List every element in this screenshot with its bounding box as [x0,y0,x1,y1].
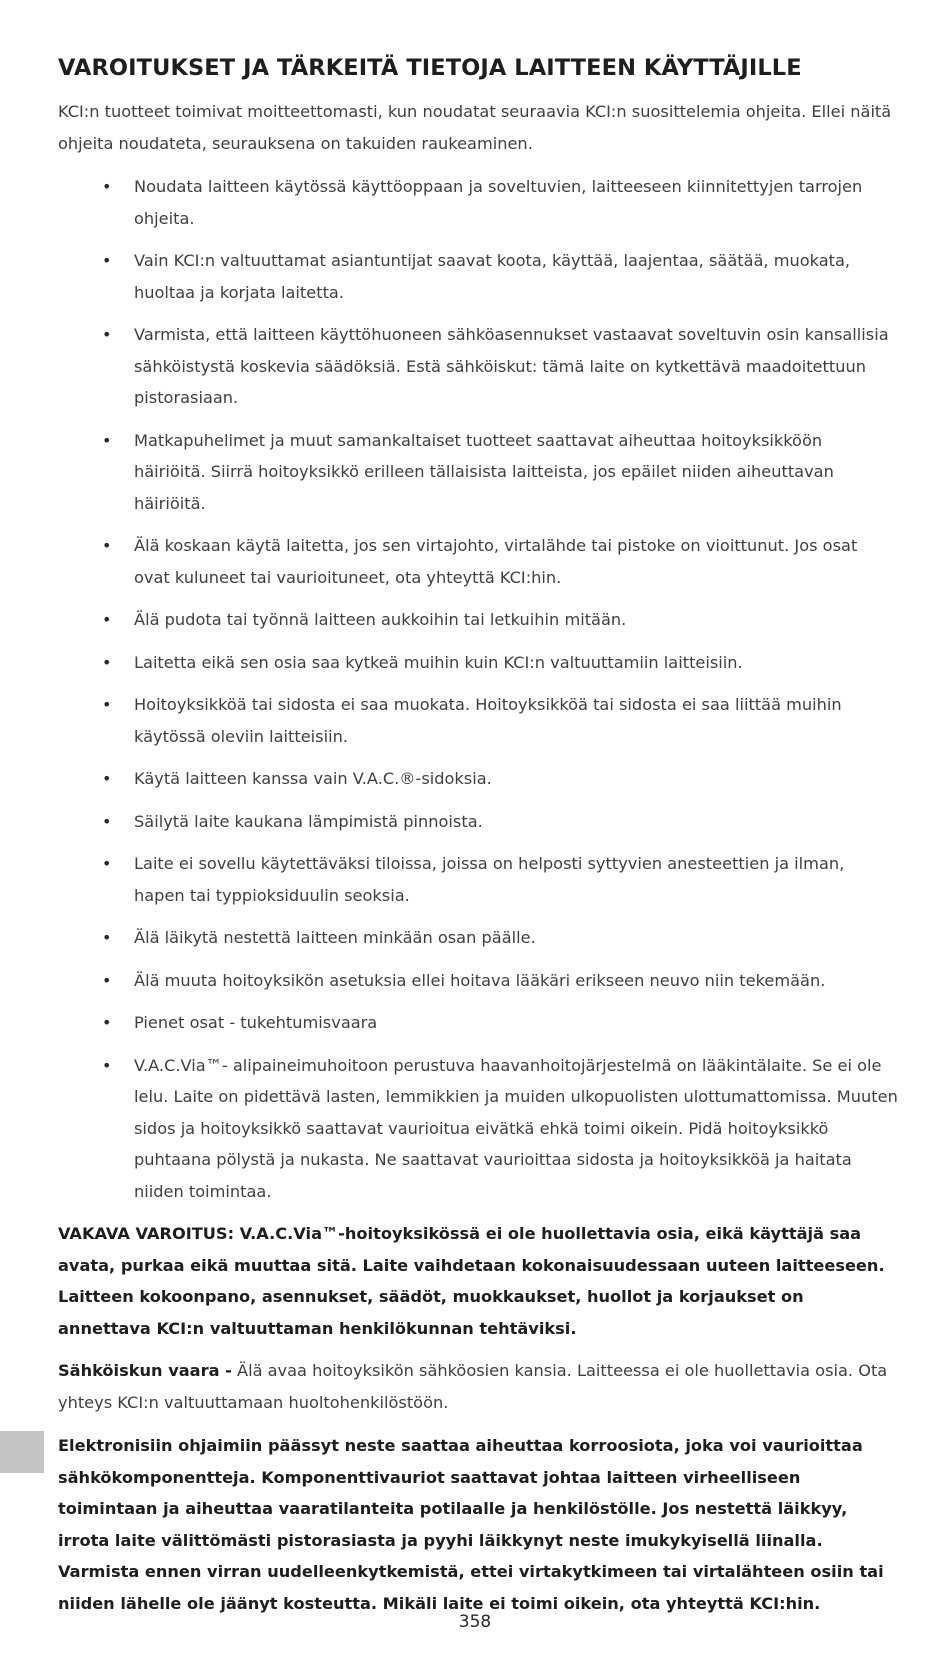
list-item-text: Älä muuta hoitoyksikön asetuksia ellei hoitava lääkäri erikseen neuvo niin tekemään. [134,970,826,990]
list-item [58,319,898,414]
bullet-icon: • [102,695,112,714]
list-item [58,425,898,520]
bullet-icon: • [102,325,112,344]
bullet-icon: • [102,811,112,831]
list-item-text: Noudata laitteen käytössä käyttöoppaan ja soveltuvien, laitteeseen kiinnitettyjen tarrojen ohjeita. [134,177,863,228]
list-item-text: Älä pudota tai työnnä laitteen aukkoihin tai letkuihin mitään. [134,610,627,629]
list-item-text: Laite ei sovellu käytettäväksi tiloissa, joissa on helposti syttyvien anesteettien ja ilman, hapen tai typpioksiduulin seoksia. [134,854,845,905]
list-item [58,647,898,679]
page-number: 358 [458,1612,492,1632]
list-item [58,1007,898,1039]
list-item [58,604,898,636]
document-page [58,52,898,1630]
list-item [58,763,898,795]
list-item-text: V.A.C.Via™- alipaineimuhoitoon perustuva haavanhoitojärjestelmä on lääkintälaite. Se ei ole lelu. Laite on pidettävä lasten, lemmikkien ja muiden ulkopuolisten ulottumattomissa. Muuten sidos ja hoitoyksikkö saattavat vaurioitua eivätkä ehkä toimi oikein. Pidä hoitoyksikkö puhtaana pölystä ja nukasta. Ne saattavat vaurioittaa sidosta ja hoitoyksikköä ja haitata niiden toimintaa. [134,1055,898,1201]
bullet-icon: • [102,928,112,947]
intro-paragraph: KCI:n tuotteet toimivat moitteettomasti, kun noudatat seuraavia KCI:n suosittelemia ohjeita. Ellei näitä ohjeita noudateta, seurauksena on takuiden raukeaminen. [58,102,892,153]
list-item-text: Varmista, että laitteen käyttöhuoneen sähköasennukset vastaavat soveltuvin osin kansallisia sähköistystä koskevia säädöksiä. Estä sähköiskut: tämä laite on kytkettävä maadoitettuun pistorasiaan. [134,325,889,407]
list-item [58,965,898,997]
list-item-text: Hoitoyksikköä tai sidosta ei saa muokata. Hoitoyksikköä tai sidosta ei saa liittää muihin käytössä oleviin laitteisiin. [134,695,842,746]
list-item-text: Säilytä laite kaukana lämpimistä pinnoista. [134,811,483,831]
warning-list [58,171,898,1207]
section-tab-marker [0,1431,44,1473]
list-item [58,1050,898,1208]
list-item [58,530,898,593]
bullet-icon: • [102,652,112,672]
electronics-warning-paragraph: Elektronisiin ohjaimiin päässyt neste saattaa aiheuttaa korroosiota, joka voi vaurioittaa sähkökomponentteja. Komponenttivauriot saattavat johtaa laitteen virheelliseen toimintaan ja aiheuttaa vaaratilanteita potilaalle ja henkilöstölle. Jos nestettä läikkyy, irrota laite välittömästi pistorasiasta ja pyyhi läikkynyt neste imukykyisellä liinalla. Varmista ennen virran uudelleenkytkemistä, ettei virtakytkimeen tai virtalähteen osiin tai niiden lähelle ole jäänyt kosteutta. Mikäli laite ei toimi oikein, ota yhteyttä KCI:hin. [58,1436,884,1613]
list-item-text: Matkapuhelimet ja muut samankaltaiset tuotteet saattavat aiheuttaa hoitoyksikköön häiriöitä. Siirrä hoitoyksikkö erilleen tällaisista laitteista, jos epäilet niiden aiheuttavan häiriöitä. [134,430,834,513]
list-item-text: Älä läikytä nestettä laitteen minkään osan päälle. [134,928,536,947]
bullet-icon: • [102,854,112,873]
shock-hazard-lead: Sähköiskun vaara - [58,1361,232,1380]
bullet-icon: • [102,970,112,990]
list-item [58,689,898,752]
list-item-text: Laitetta eikä sen osia saa kytkeä muihin kuin KCI:n valtuuttamiin laitteisiin. [134,652,743,672]
bullet-icon: • [102,1013,112,1032]
list-item [58,245,898,308]
bullet-icon: • [102,251,112,270]
shock-hazard-paragraph [58,1355,898,1418]
list-item [58,848,898,911]
bullet-icon: • [102,536,112,555]
bullet-icon: • [102,610,112,629]
list-item [58,922,898,954]
page-title: VAROITUKSET JA TÄRKEITÄ TIETOJA LAITTEEN KÄYTTÄJILLE [58,55,802,81]
list-item [58,806,898,838]
list-item-text: Käytä laitteen kanssa vain V.A.C.®-sidoksia. [134,769,492,788]
list-item-text: Pienet osat - tukehtumisvaara [134,1013,378,1032]
list-item-text: Vain KCI:n valtuuttamat asiantuntijat saavat koota, käyttää, laajentaa, säätää, muokata, huoltaa ja korjata laitetta. [134,251,851,302]
bullet-icon: • [102,1055,112,1075]
shock-hazard-text: Älä avaa hoitoyksikön sähköosien kansia. Laitteessa ei ole huollettavia osia. Ota yhteys KCI:n valtuuttamaan huoltohenkilöstöön. [58,1361,888,1412]
bullet-icon: • [102,769,112,788]
list-item-text: Älä koskaan käytä laitetta, jos sen virtajohto, virtalähde tai pistoke on vioittunut. Jos osat ovat kuluneet tai vaurioituneet, ota yhteyttä KCI:hin. [134,536,858,587]
serious-warning-paragraph: VAKAVA VAROITUS: V.A.C.Via™-hoitoyksikössä ei ole huollettavia osia, eikä käyttäjä saa avata, purkaa eikä muuttaa sitä. Laite vaihdetaan kokonaisuudessaan uuteen laitteeseen. Laitteen kokoonpano, asennukset, säädöt, muokkaukset, huollot ja korjaukset on annettava KCI:n valtuuttaman henkilökunnan tehtäviksi. [58,1224,885,1338]
list-item [58,171,898,234]
bullet-icon: • [102,177,112,196]
bullet-icon: • [102,430,112,450]
